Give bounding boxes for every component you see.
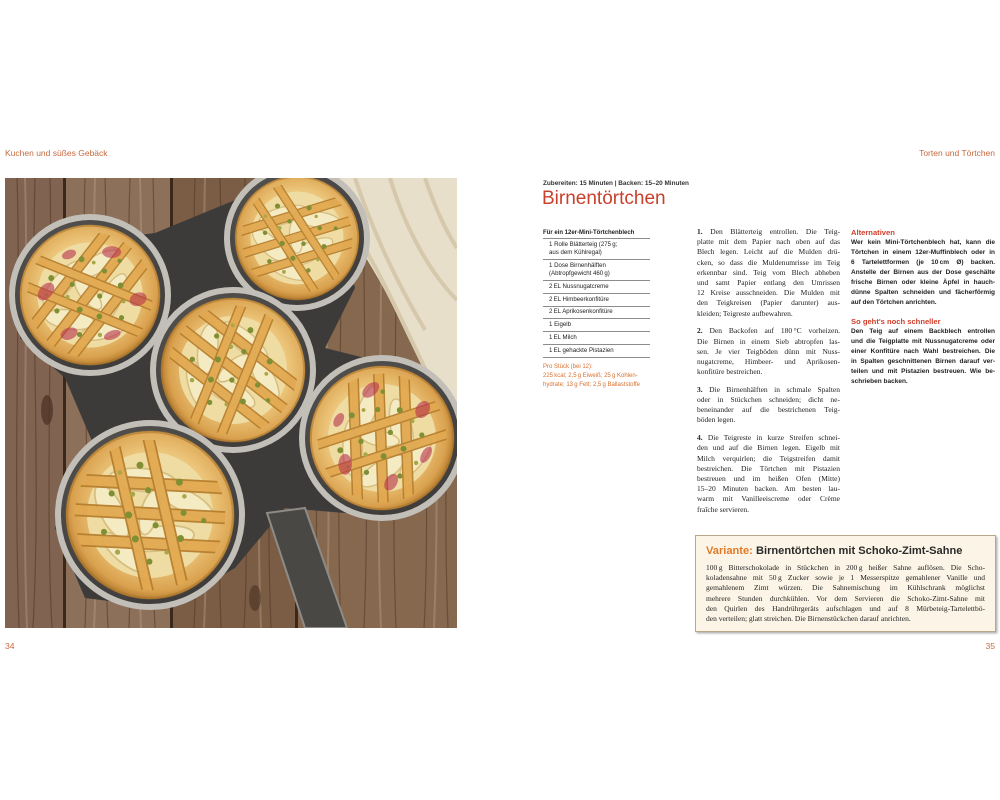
text-line: 2 EL Himbeerkonfitüre bbox=[549, 295, 609, 303]
text-line: den Quirlen des Handrührgeräts aufschlagen und auf 8 Mürbeteig-Tartelettbö- bbox=[706, 603, 985, 613]
text-line: 6 Tartelettformen (je 10 cm Ø) backen. bbox=[851, 259, 995, 266]
text-line: Wer kein Mini-Törtchenblech hat, kann die bbox=[851, 239, 995, 246]
running-head-right: Torten und Törtchen bbox=[919, 148, 995, 158]
text-line: aus dem Kühlregal) bbox=[549, 249, 602, 256]
text-line: 225 kcal; 2,5 g Eiweiß; 25 g Kohlen- bbox=[543, 372, 638, 379]
tip-section bbox=[851, 228, 995, 308]
step-number: 4. bbox=[697, 433, 703, 443]
text-line: bestreichen. Die Törtchen mit Pistazien bbox=[697, 463, 840, 473]
text-line: teilen und mit Pistazien bestreuen. Wie be- bbox=[851, 368, 995, 375]
text-line: Anstelle der Birnen aus der Dose geschälte bbox=[851, 269, 995, 276]
tip-section bbox=[851, 317, 995, 387]
text-line: oder in Stückchen schneiden; dicht ne- bbox=[697, 395, 840, 405]
text-line: 12 Kreise ausschneiden. Die Mulden mit bbox=[697, 288, 840, 298]
text-line: frische Birnen oder kleine Äpfel in hauch- bbox=[851, 279, 995, 286]
text-line: bestreuen und im heißen Ofen (Mitte) bbox=[697, 473, 840, 483]
text-line: auf den Törtchen anrichten. bbox=[851, 299, 937, 306]
nutrition-heading: Pro Stück (bei 12): bbox=[543, 363, 593, 370]
ingredient-list bbox=[543, 229, 650, 358]
step-number: 1. bbox=[697, 227, 703, 236]
text-line: den und auf die Birnen legen. Eigelb mit bbox=[697, 443, 840, 453]
text-line: hydrate; 13 g Fett; 2,5 g Ballaststoffe bbox=[543, 381, 641, 388]
text-line: warm mit Vanilleeiscreme oder Crème bbox=[697, 494, 840, 504]
text-line: in Spalten geschnittenen Birnen darauf ver- bbox=[851, 358, 995, 365]
text-line: böden legen. bbox=[697, 415, 736, 425]
variant-heading bbox=[706, 544, 985, 558]
text-line: 1 EL Milch bbox=[549, 333, 577, 341]
page-number-right: 35 bbox=[985, 641, 995, 651]
text-line: 1 Rolle Blätterteig (275 g; bbox=[549, 240, 618, 248]
text-line: (Abtropfgewicht 460 g) bbox=[549, 270, 610, 277]
text-line: den Teigkreisen (Papier darunter) aus- bbox=[697, 298, 840, 308]
variant-label: Variante: bbox=[706, 545, 753, 557]
variant-box bbox=[695, 535, 996, 632]
text-line: sen. Je vier Teigböden dünn mit Nuss- bbox=[697, 346, 840, 356]
text-line: 2. Den Backofen auf 180 °C vorheizen. bbox=[697, 326, 840, 336]
text-line: platte mit dem Papier nach oben auf das bbox=[697, 237, 840, 247]
nutrition-values bbox=[543, 372, 653, 390]
text-line: 100 g Bitterschokolade in Stückchen in 200 g heißer Sahne auflösen. Die Scho- bbox=[706, 563, 985, 572]
tip-text bbox=[851, 327, 995, 387]
recipe-tips bbox=[851, 228, 995, 396]
text-line: 1 Dose Birnenhälften bbox=[549, 261, 606, 269]
text-line: Den Teig auf einem Backblech entrollen bbox=[851, 328, 995, 335]
ingredient-item bbox=[543, 307, 650, 320]
nutrition-info bbox=[543, 363, 653, 390]
step-paragraph bbox=[697, 326, 840, 377]
text-line: mehrere Stunden durchkühlen. Vor dem Servieren die Schoko-Zimt-Sahne mit bbox=[706, 593, 985, 603]
recipe-timing: Zubereiten: 15 Minuten | Backen: 15–20 Minuten bbox=[543, 180, 689, 187]
text-line: kleiden; Teigreste aufbewahren. bbox=[697, 308, 793, 318]
text-line: 2 EL Aprikosenkonfitüre bbox=[549, 308, 613, 316]
step-paragraph bbox=[697, 227, 840, 319]
text-line: und samt Papier entlang den Umrissen bbox=[697, 278, 840, 288]
text-line: 15–20 Minuten backen. Am besten lau- bbox=[697, 484, 840, 494]
text-line: koladensahne mit 50 g Zucker sowie je 1 Messerspitze gemahlener Vanille und bbox=[706, 573, 985, 583]
text-line: 3. Die Birnenhälften in schmale Spalten bbox=[697, 384, 840, 394]
text-line: Blech legen. Leicht auf die Mulden drü- bbox=[697, 247, 840, 257]
step-number: 2. bbox=[697, 326, 703, 336]
ingredient-item bbox=[543, 260, 650, 281]
recipe-photo bbox=[5, 178, 457, 628]
text-line: 1 EL gehackte Pistazien bbox=[549, 346, 614, 354]
variant-title: Birnentörtchen mit Schoko-Zimt-Sahne bbox=[755, 545, 963, 557]
text-line: konfitüre bestreichen. bbox=[697, 367, 763, 377]
ingredient-items bbox=[543, 239, 650, 358]
page-number-left: 34 bbox=[5, 641, 15, 651]
text-line: 1 Eigelb bbox=[549, 321, 572, 329]
text-line: schrieben backen. bbox=[851, 378, 908, 385]
ingredient-item bbox=[543, 319, 650, 332]
variant-text bbox=[706, 563, 985, 624]
recipe-title: Birnentörtchen bbox=[542, 188, 666, 209]
step-paragraph bbox=[697, 433, 840, 515]
step-number: 3. bbox=[697, 384, 703, 394]
ingredient-item bbox=[543, 281, 650, 294]
recipe-steps bbox=[697, 227, 840, 522]
text-line: 2 EL Nussnugatcreme bbox=[549, 282, 609, 290]
text-line: fraîche servieren. bbox=[697, 504, 750, 514]
text-line: dünne Spalten schneiden und fächerförmig bbox=[851, 289, 995, 296]
tip-heading: So geht's noch schneller bbox=[851, 317, 941, 326]
ingredient-item bbox=[543, 345, 650, 358]
text-line: einer Konfitüre nach Wahl bestreichen. Die bbox=[851, 348, 995, 355]
tip-text bbox=[851, 238, 995, 308]
tip-heading: Alternativen bbox=[851, 228, 895, 237]
text-line: gemahlenem Zimt würzen. Die Sahnemischung im Kühlschrank möglichst bbox=[706, 583, 985, 593]
text-line: und die Teigplatte mit Nussnugatcreme oder bbox=[851, 338, 995, 345]
text-line: 4. Die Teigreste in kurze Streifen schnei- bbox=[697, 433, 840, 443]
text-line: Die Birnen in einem Sieb abtropfen las- bbox=[697, 336, 840, 346]
ingredient-item bbox=[543, 332, 650, 345]
text-line: beneinander auf die bestrichenen Teig- bbox=[697, 405, 840, 415]
text-line: cken, so dass die Muldenumrisse im Teig bbox=[697, 257, 840, 267]
running-head-left: Kuchen und süßes Gebäck bbox=[5, 148, 108, 158]
ingredient-heading: Für ein 12er-Mini-Törtchenblech bbox=[543, 229, 650, 239]
text-line: Törtchen in einem 12er-Muffinblech oder in bbox=[851, 249, 995, 256]
step-paragraph bbox=[697, 385, 840, 426]
ingredient-item bbox=[543, 294, 650, 307]
text-line: Milch verquirlen; die Teigstreifen damit bbox=[697, 453, 840, 463]
text-line: nugatcreme, Himbeer- und Aprikosen- bbox=[697, 356, 840, 366]
text-line: erkennbar sind. Teig vom Blech abheben bbox=[697, 267, 840, 277]
ingredient-item bbox=[543, 239, 650, 260]
text-line: 1. Den Blätterteig entrollen. Die Teig- bbox=[697, 227, 840, 236]
text-line: den verteilen; glatt streichen. Die Birnenstückchen darauf anrichten. bbox=[706, 614, 911, 624]
